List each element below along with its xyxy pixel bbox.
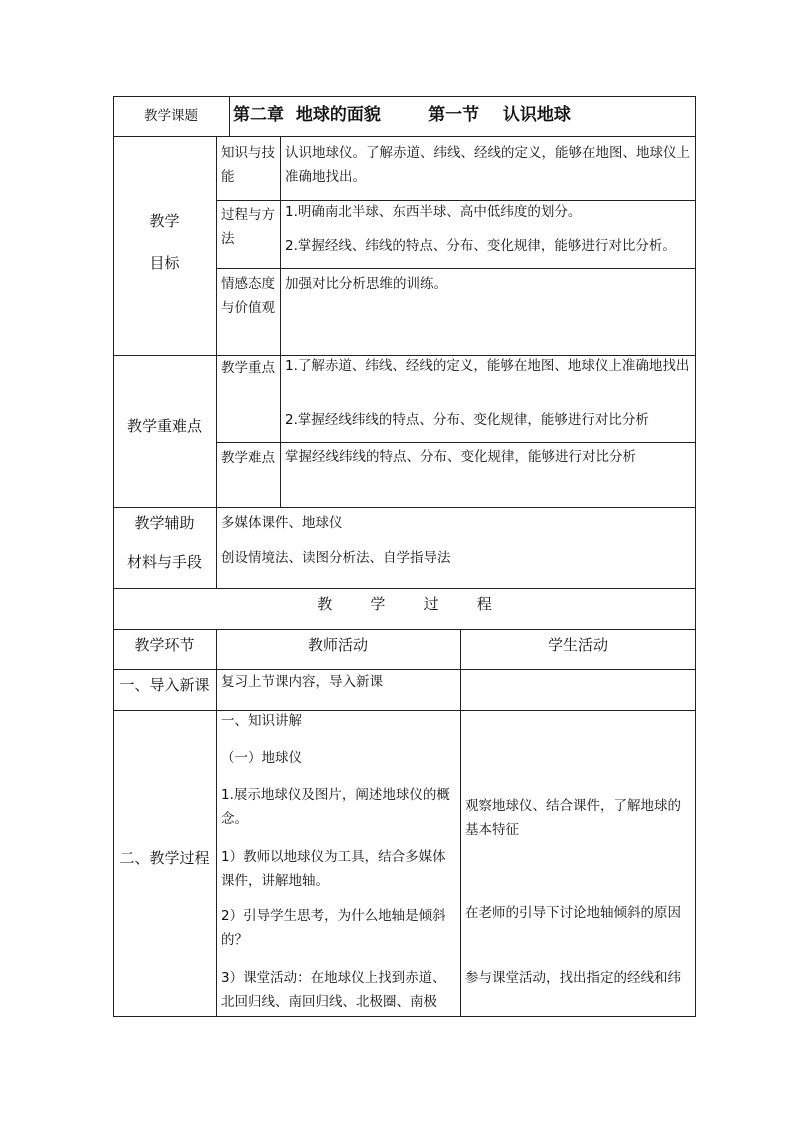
objectives-label-line1: 教学	[149, 212, 180, 230]
objective-attitude-text: 加强对比分析思维的训练。	[285, 276, 447, 292]
keypoint-focus-label: 教学重点	[221, 360, 275, 376]
objective-knowledge-text: 认识地球仪。了解赤道、纬线、经线的定义，能够在地图、地球仪上准确地找出。	[285, 145, 690, 185]
student-step-3: 参与课堂活动，找出指定的经线和纬	[465, 970, 681, 986]
intro-stage: 一、导入新课	[119, 676, 210, 694]
intro-teacher: 复习上节课内容，导入新课	[221, 674, 383, 690]
student-step-1: 观察地球仪、结合课件，了解地球的基本特征	[465, 798, 681, 838]
objective-knowledge-label: 知识与技能	[221, 145, 275, 185]
objectives-label-line2: 目标	[149, 254, 180, 272]
aids-materials: 多媒体课件、地球仪	[221, 515, 343, 531]
column-student: 学生活动	[547, 636, 608, 654]
teacher-step-4: 1）教师以地球仪为工具，结合多媒体课件，讲解地轴。	[221, 849, 446, 889]
topic-label: 教学课题	[144, 108, 198, 124]
objective-process-line1: 1.明确南北半球、东西半球、高中低纬度的划分。	[285, 204, 582, 220]
objective-process-label: 过程与方法	[221, 207, 275, 247]
keypoint-difficulty-text: 掌握经线纬线的特点、分布、变化规律，能够进行对比分析	[285, 449, 636, 465]
aids-label-line2: 材料与手段	[126, 553, 202, 571]
column-stage: 教学环节	[134, 636, 195, 654]
keypoint-difficulty-label: 教学难点	[221, 450, 275, 466]
main-stage: 二、教学过程	[119, 849, 210, 867]
keypoint-focus-line1: 1.了解赤道、纬线、经线的定义，能够在地图、地球仪上准确地找出	[285, 358, 690, 374]
aids-methods: 创设情境法、读图分析法、自学指导法	[221, 550, 451, 566]
keypoints-label: 教学重难点	[126, 417, 202, 435]
objective-attitude-label: 情感态度与价值观	[221, 276, 275, 316]
topic-value: 第二章 地球的面貌 第一节 认识地球	[233, 105, 571, 125]
lesson-plan-table	[113, 96, 696, 1017]
keypoint-focus-line2: 2.掌握经线纬线的特点、分布、变化规律，能够进行对比分析	[285, 412, 649, 428]
teacher-step-5: 2）引导学生思考，为什么地轴是倾斜的？	[221, 908, 446, 948]
process-heading: 教 学 过 程	[317, 595, 492, 613]
teacher-step-6: 3）课堂活动：在地球仪上找到赤道、北回归线、南回归线、北极圈、南极	[221, 970, 446, 1010]
teacher-step-2: （一）地球仪	[221, 750, 302, 766]
column-teacher: 教师活动	[307, 636, 368, 654]
objective-process-line2: 2.掌握经线、纬线的特点、分布、变化规律，能够进行对比分析。	[285, 238, 676, 254]
student-step-2: 在老师的引导下讨论地轴倾斜的原因	[465, 905, 681, 921]
teacher-step-3: 1.展示地球仪及图片，阐述地球仪的概念。	[221, 787, 450, 827]
teacher-step-1: 一、知识讲解	[221, 713, 302, 729]
aids-label-line1: 教学辅助	[134, 514, 195, 532]
